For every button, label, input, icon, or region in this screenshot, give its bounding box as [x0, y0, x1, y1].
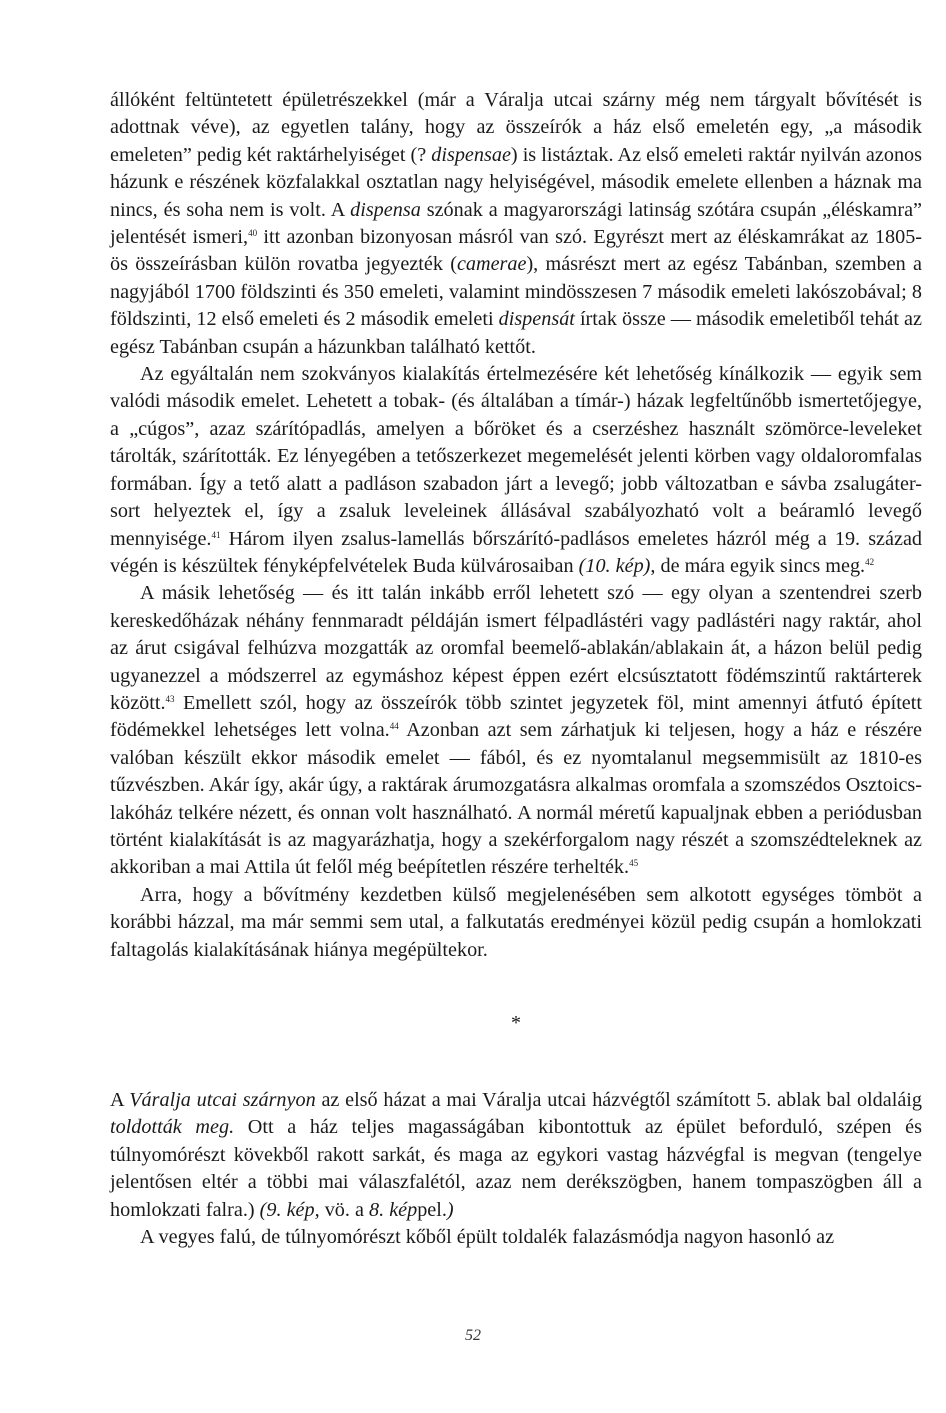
section-separator: *: [511, 1012, 521, 1034]
text-run: Azonban azt sem zárhatjuk ki teljesen, hogy a ház e részére valóban készült ekkor második emelet — fából, és ez nyomtalanul megsemmisült az 1810-es tűzvészben. Akár így, akár úgy, a raktárak árumozgatásra alkalmas oromfala a szomszédos Osztoics-lakóház telkére nézett, és onnan volt használható. A normál méretű kapualjnak ebben a periódusban történt kialakítását is az magyarázhatja, hogy a szekérforgalom nagy részét a szomszédteleknek az akkoriban a mai Attila út felől még beépítetlen részére terhelték.: [110, 719, 922, 879]
italic-text: camerae: [456, 253, 527, 276]
text-run: Arra, hogy a bővítmény kezdetben külső megjelenésében sem alkotott egységes tömböt a korábbi házzal, ma már semmi sem utal, a falkutatás eredményei közül pedig csupán a homlokzati faltagolás kialakításának hiánya megépültekor.: [110, 883, 922, 961]
text-run: Ott a ház teljes magasságában kibontottuk az épület beforduló, szépen és túlnyomórészt kövekből rakott sarkát, és maga az egykori vastag házvégfal is megvan (tengelye jelentősen eltér a többi mai válaszfalétól, azaz nem derékszögben, hanem tompaszögben áll a homlokzati falra.): [110, 1116, 923, 1221]
paragraph: [110, 882, 922, 964]
text-run: Az egyáltalán nem szokványos kialakítás értelmezésére két lehetőség kínálkozik — egyik sem valódi második emelet. Lehetett a tobak- (és általában a tímár-) házak legfeltűnőbb ismertetőjegye, a „cúgos”, azaz szárítópadlás, amelyen a bőröket és a cserzéshez használt szömörce-leveleket tárolták, szárították. Ez lényegében a tetőszerkezet megemelését jelenti körben vagy oldaloromfalas formában. Így a tető alatt a padláson szabadon járt a levegő; jobb változatban e sávba zsalugáter-sort helyeztek el, így a zsaluk leveleinek állásával szabályozható volt a beáramló levegő mennyisége.: [110, 363, 922, 550]
text-run: A: [110, 1089, 130, 1111]
paragraphs-after-separator: [110, 1087, 922, 1251]
italic-text: 8. kép: [369, 1198, 418, 1221]
footnote-ref: 44: [389, 721, 399, 732]
paragraph: [110, 580, 922, 881]
text-run: , de mára egyik sincs meg.: [650, 554, 866, 577]
italic-text: Váralja utcai szárnyon: [129, 1089, 316, 1111]
text-run: szónak a magyarországi latinság szótára csupán „éléskamra” jelentését ismeri,: [110, 198, 922, 249]
italic-text: dispensae: [431, 143, 511, 166]
page-number: 52: [465, 1327, 481, 1344]
paragraph: [110, 1224, 922, 1251]
text-run: itt azonban bizonyosan másról van szó. Egyrészt mert az éléskamrákat az 1805-ös összeírásban külön rovatba jegyezték (: [110, 226, 923, 276]
italic-text: toldották meg.: [110, 1116, 235, 1139]
text-run: A másik lehetőség — és itt talán inkább erről lehetett szó — egy olyan a szentendrei szerb kereskedőházak néhány fennmaradt példáján ismert félpadlástéri vagy padlástéri nagy raktár, ahol az árut csigával felhúzva mozgatták az oromfal beemelő-ablakán/ablakain át, a házon belül pedig ugyanezzel a módszerrel az egymáshoz képest éppen ezért elcsúsztatott födémszintű raktárterek között.: [110, 582, 922, 714]
paragraph: [110, 1087, 922, 1224]
text-run: vö. a: [319, 1198, 369, 1221]
footnote-ref: 45: [629, 858, 639, 869]
italic-text: dispensát: [498, 308, 575, 331]
italic-text: (10. kép): [578, 554, 651, 577]
text-run: A vegyes falú, de túlnyomórészt kőből épült toldalék falazásmódja nagyon hasonló az: [140, 1226, 835, 1249]
footnote-ref: 41: [211, 529, 221, 540]
italic-text: dispensa: [350, 198, 421, 221]
text-run: ) is listáztak. Az első emeleti raktár nyilván azonos házunk e részének közfalakkal osztatlan nagy helyiségével, második emelete ellenben a háznak ma nincs, és soha nem is volt. A: [110, 143, 922, 221]
text-run: az első házat a mai Váralja utcai házvégtől számított 5. ablak bal oldaláig: [315, 1089, 922, 1111]
paragraphs-before-separator: [110, 87, 922, 964]
text-run: írtak össze — második emeletiből tehát az egész Tabánban csupán a házunkban található kettőt.: [110, 308, 922, 358]
paragraph: [110, 361, 922, 580]
italic-text: ): [446, 1198, 454, 1221]
text-run: Emellett szól, hogy az összeírók több szintet jegyzetek föl, mint amennyi átfutó épített födémekkel lehetséges lett volna.: [110, 691, 922, 742]
footnote-ref: 40: [248, 228, 258, 239]
text-run: Három ilyen zsalus-lamellás bőrszárító-padlásos emeletes házról még a 19. század végén is készültek fényképfelvételek Buda külvárosaiban: [110, 527, 922, 577]
text-run: ), másrészt mert az egész Tabánban, szemben a nagyjából 1700 földszinti és 350 emeleti, valamint mindösszesen 7 második emeleti lakószobával; 8 földszinti, 12 első emeleti és 2 második emeleti: [110, 253, 922, 331]
footnote-ref: 42: [865, 556, 875, 567]
footnote-ref: 43: [165, 693, 175, 704]
italic-text: (9. kép,: [259, 1198, 320, 1221]
document-body: [110, 87, 922, 1251]
text-run: pel.: [417, 1198, 447, 1221]
text-run: állóként feltüntetett épületrészekkel (már a Váralja utcai szárny még nem tárgyalt bővítését is adottnak véve), az egyetlen talány, hogy az összeírók a ház első emeletén egy, „a második emeleten” pedig két raktárhelyiséget (?: [110, 89, 922, 166]
paragraph: [110, 87, 922, 361]
